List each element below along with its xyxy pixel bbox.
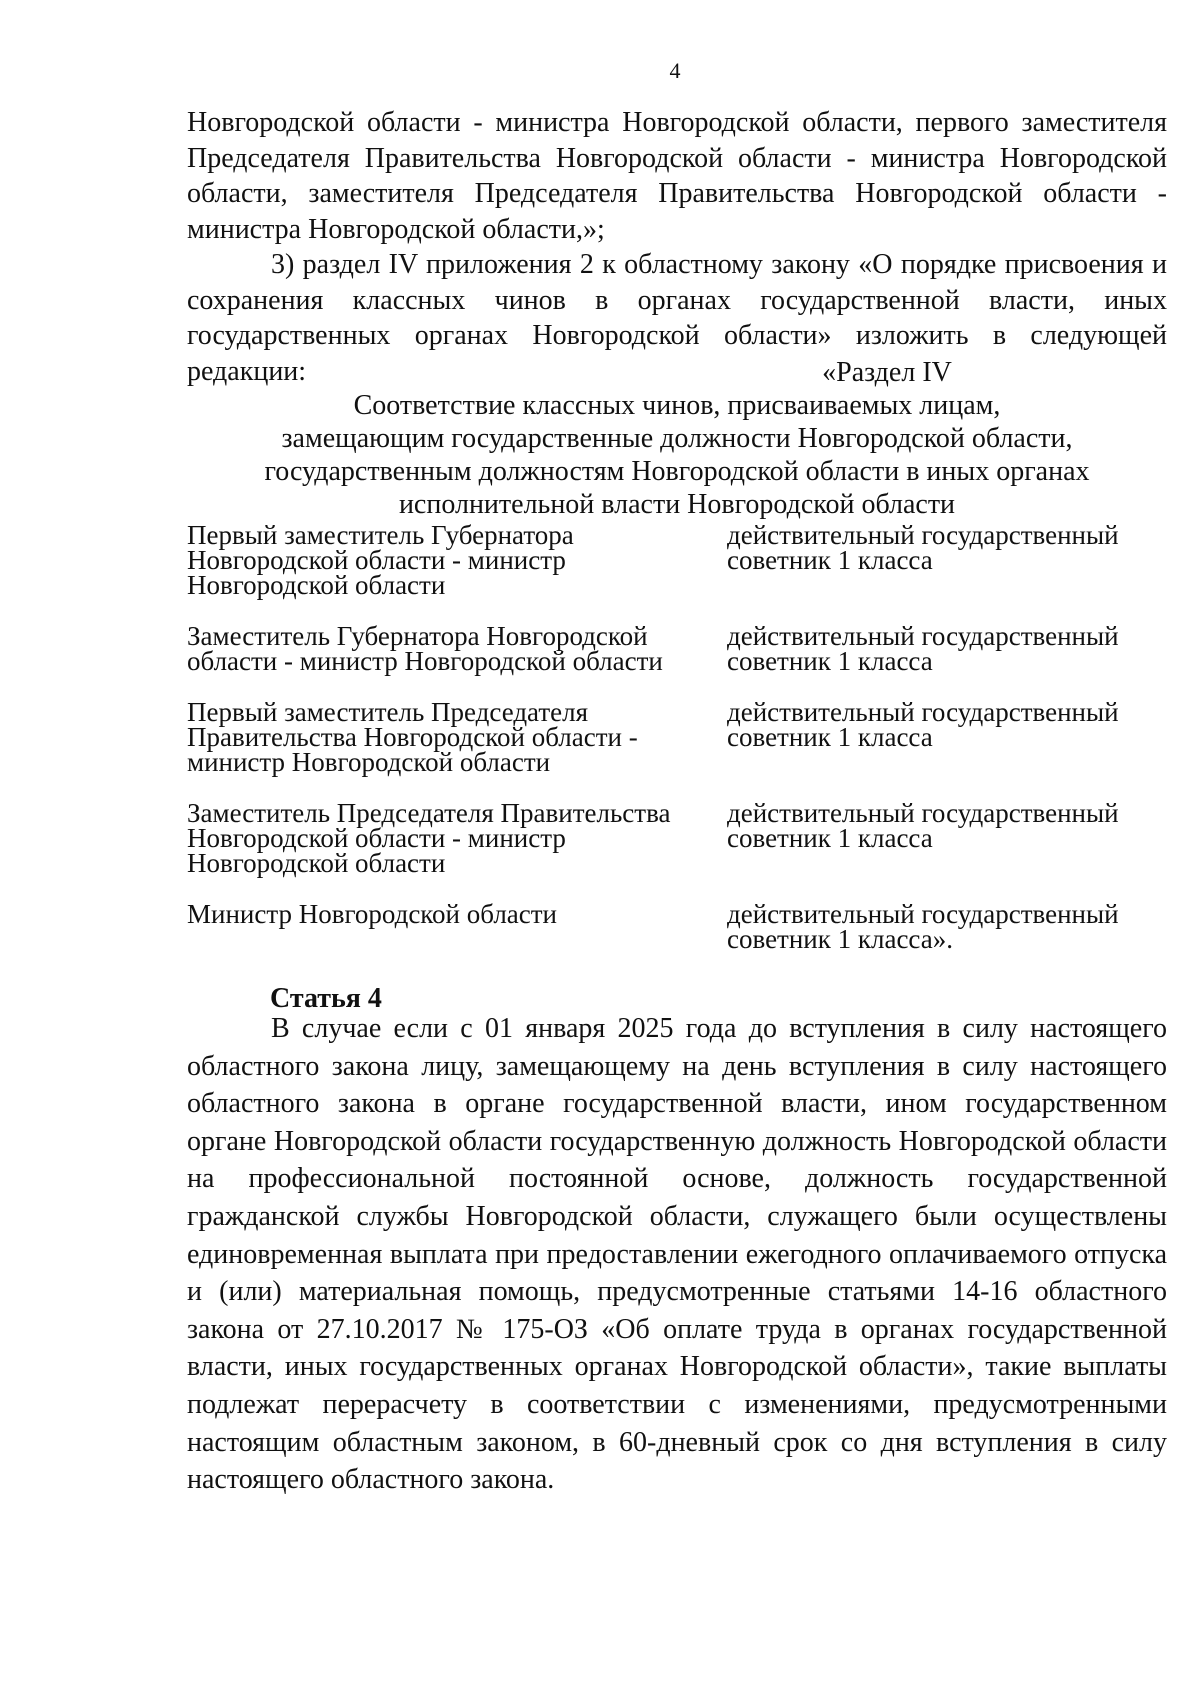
page-number: 4: [669, 58, 681, 83]
section-heading-line: замещающим государственные должности Новгородской области,: [281, 423, 1073, 454]
position-cell: Первый заместитель Губернатора Новгородской области - министр Новгородской области: [187, 520, 574, 600]
position-cell: Заместитель Губернатора Новгородской области - министр Новгородской области: [187, 621, 663, 676]
section-heading-line: исполнительной власти Новгородской области: [398, 489, 956, 520]
rank-cell: действительный государственный советник 1 класса».: [727, 899, 1119, 954]
position-cell: Первый заместитель Председателя Правительства Новгородской области - министр Новгородской области: [187, 697, 638, 777]
table-row: [187, 697, 1167, 777]
rank-cell: действительный государственный советник 1 класса: [727, 798, 1119, 853]
rank-cell: действительный государственный советник 1 класса: [727, 697, 1119, 752]
rank-cell: действительный государственный советник 1 класса: [727, 621, 1119, 676]
table-row: [187, 621, 1167, 676]
article-title: Статья 4: [270, 983, 382, 1014]
section-heading-line: Соответствие классных чинов, присваиваемых лицам,: [353, 390, 1001, 421]
table-row: [187, 520, 1167, 600]
table-row: [187, 899, 1167, 954]
table-row: [187, 798, 1167, 878]
section-title: «Раздел IV: [822, 357, 952, 388]
article-text: В случае если с 01 января 2025 года до вступления в силу настоящего областного закона лицу, замещающему на день вступления в силу настоящего областного закона в органе государственной власти, ином государственном органе Новгородской области государственную должность Новгородской области на профессиональной постоянной основе, должность государственной гражданской службы Новгородской области, служащего были осуществлены единовременная выплата при предоставлении ежегодного оплачиваемого отпуска и (или) материальная помощь, предусмотренные статьями 14-16 областного закона от 27.10.2017 № 175-ОЗ «Об оплате труда в органах государственной власти, иных государственных органах Новгородской области», такие выплаты подлежат перерасчету в соответствии с изменениями, предусмотренными настоящим областным законом, в 60-дневный срок со дня вступления в силу настоящего областного закона.: [187, 1013, 1167, 1496]
intro-paragraph: Новгородской области - министра Новгородской области, первого заместителя Председателя Правительства Новгородской области - министра Новгородской области, заместителя Председателя Правительства Новгородской области - министра Новгородской области,»;: [187, 107, 1167, 245]
ranks-table: [187, 520, 1167, 978]
section-heading-line: государственным должностям Новгородской области в иных органах: [264, 456, 1090, 487]
position-cell: Министр Новгородской области: [187, 899, 558, 929]
item3-paragraph: 3) раздел IV приложения 2 к областному закону «О порядке присвоения и сохранения классных чинов в органах государственной власти, иных государственных органах Новгородской области» изложить в следующей редакции:: [187, 249, 1167, 387]
section-heading: [187, 356, 1167, 521]
rank-cell: действительный государственный советник 1 класса: [727, 520, 1119, 575]
position-cell: Заместитель Председателя Правительства Новгородской области - министр Новгородской области: [187, 798, 671, 878]
